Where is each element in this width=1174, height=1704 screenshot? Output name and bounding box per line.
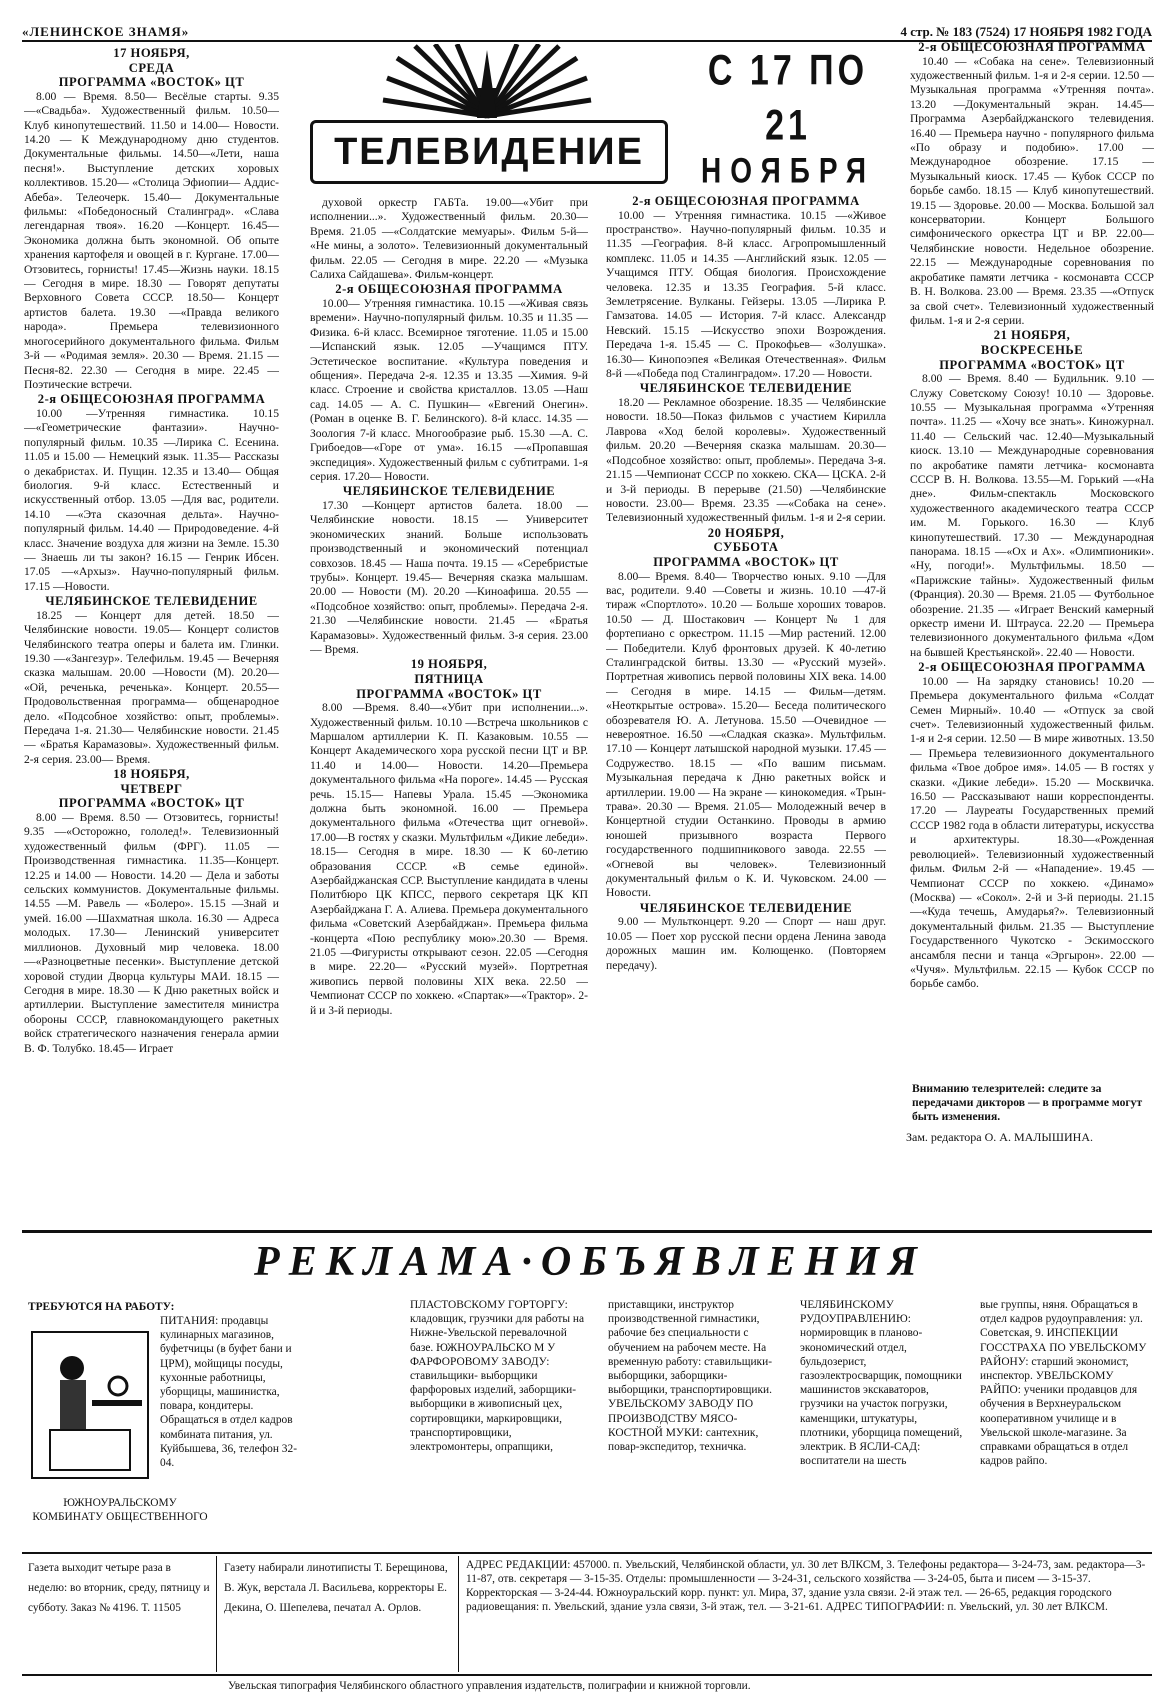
ad-insurance: вые группы, няня. Обращаться в отдел кадров рудоуправления: ул. Советская, 9. ИНСПЕКЦИИ ГОССТРАХА ПО УВЕЛЬСКОМУ РАЙОНУ: старший экономист, инспектор. УВЕЛЬСКОМУ РАЙПО: ученики продавцов для обучения в Верхнеуральском кооперативном училище и в Увельской школе-магазине. За справками обращаться в отдел кадров райпо. [980,1299,1147,1468]
dates-range: С 17 ПО 21 [707,46,869,150]
schedule-text: 9.00 — Мультконцерт. 9.20 — Спорт — наш друг. 10.05 — Поет хор русской песни ордена Ленина завода дорожных машин им. Колющенко. (Повторяем передачу). [606,915,886,972]
ad-catering-org: ЮЖНОУРАЛЬСКОМУ КОМБИНАТУ ОБЩЕСТВЕННОГО [32,1497,208,1524]
column-2 [310,196,588,1230]
bottom-rule [22,1674,1152,1676]
ads-title [28,1300,228,1314]
ads-title-text: ТРЕБУЮТСЯ НА РАБОТУ: [28,1301,175,1313]
schedule-text: 17.30 —Концерт артистов балета. 18.00 — Челябинские новости. 18.15 — Университет экономических знаний. Больше использовать производственный и экономический потенциал совхозов. 18.45 — Наша почта. 19.15 — «Серебристые трубы». Концерт. 19.45— Вечерняя сказка малышам. 20.00 — Новости (М). 20.20 —Киноафиша. 20.55 — «Подсобное хозяйство: опыт, проблемы». Передача 2-я. 21.30 —Челябинские новости. 21.45 — «Братья Карамазовы». Художественный фильм. 3-я серия. 23.00 — Время. [310,498,588,656]
middle-rule [22,1230,1152,1233]
newspaper-name: «ЛЕНИНСКОЕ ЗНАМЯ» [22,24,190,39]
viewers-notice: Вниманию телезрителей: следите за передачами дикторов — в программе могут быть изменения. [912,1082,1143,1123]
tv-title: ТЕЛЕВИДЕНИЕ [310,120,668,184]
footer-address: АДРЕС РЕДАКЦИИ: 457000. п. Увельский, Челябинской области, ул. 30 лет ВЛКСМ, 3. Телефоны редактора— 3-24-73, зам. редактора—3-11-87, отв. секретаря — 3-15-35. Отделы: промышленности — 3-24-31, сельского хозяйства — 3-24-05, быта и писем — 3-15-37. Корректорская — 3-24-44. Южноуральский корр. пункт: ул. Мира, 37, здание узла связи. 2-й этаж тел. — 26-65, редакция городского радиовещания: п. Увельский, здание узла связи, 3-й этаж, тел. — 3-21-61. АДРЕС ТИПОГРАФИИ: п. Увельский, ул. 30 лет ВЛКСМ. [466,1559,1146,1613]
footer-credits: Газету набирали линотиписты Т. Берещинова, В. Жук, верстала Л. Васильева, корректоры Е. Декина, О. Шепелева, печатал А. Орлов. [224,1562,448,1614]
schedule-text: духовой оркестр ГАБТа. 19.00—«Убит при исполнении...». Художественный фильм. 20.30— Время. 21.05 —«Солдатские мемуары». Фильм 5-й— «Не мины, а золото». Телевизионный документальный фильм. 22.05 — Сегодня в мире. 22.20 — «Музыка Салиха Сайдашева». Фильм-концерт. [310,196,588,282]
schedule-text: 10.00 — Утренняя гимнастика. 10.15 —«Живое пространство». Научно-популярный фильм. 10.35 и 11.35 —География. 8-й класс. Агропромышленный комплекс. 11.05 и 14.35 —Английский язык. 12.05 — Учащимся ПТУ. Общая биология. Происхождение человека. 12.35 и 13.35 География. 5-й класс. Землетрясение. Вулканы. Гейзеры. 13.05 —Лирика Р. Гамзатова. 14.05 — История. 7-й класс. Александр Невский. 15.15 —Искусство эпохи Возрождения. Передача 1-я. 15.45 — С. Прокофьев— «Золушка». 16.30— Кинопоэпея «Великая Отечественная». Фильм 8-й —«Победа под Сталинградом». 17.20 — Новости. [606,208,886,381]
printer-info: Увельская типография Челябинского областного управления издательств, полиграфии и книжной торговли. [228,1680,751,1692]
ad-meat-plant: приставщики, инструктор производственной гимнастики, рабочие без специальности с обучением на рабочем месте. На временную работу: ставильщики- выборщики, заборщики-выборщики, транспортировщики. УВЕЛЬСКОМУ ЗАВОДУ ПО ПРОИЗВОДСТВУ МЯСО-КОСТНОЙ МУКИ: сантехник, повар-экспедитор, техничка. [608,1299,772,1454]
ads-heading: РЕКЛАМА·ОБЪЯВЛЕНИЯ [254,1239,926,1285]
schedule-text: 10.00— Утренняя гимнастика. 10.15 —«Живая связь времени». Научно-популярный фильм. 10.35 и 11.35 — Физика. 6-й класс. Всемирное тяготение. 11.05 и 15.00 —Испанский язык. 12.05 —Учащимся ПТУ. Эстетическое воспитание. «Культура поведения и общения». Передача 2-я. 12.35 и 13.35 —Химия. 9-й класс. Строение и свойства кристаллов. 13.05 —Наш сад. 14.05 — А. С. Пушкин— «Евгений Онегин». (Роман в оценке В. Г. Белинского). 8-й класс. 14.35 —Зоология 7-й класс. Многообразие рыб. 15.30 —А. С. Грибоедов—«Горе от ума». 16.15 —«Пропавшая экспедиция». Художественный фильм с субтитрами. 1-я серия. 17.20— Новости. [310,297,588,483]
schedule-text: 8.00— Время. 8.40— Творчество юных. 9.10 —Для вас, родители. 9.40 —Советы и жизнь. 10.10 —47-й тираж «Спортлото». 10.20 — Больше хороших товаров. 10.50 — Д. Шостакович — Концерт № 1 для фортепиано с оркестром. 11.15 —Мир растений. 12.00— Победители. Клуб фронтовых друзей. К 40-летию Сталинградской битвы. 13.30 — «Русский музей». Портретная живопись первой половины XIX века. 14.00 — Сегодня в мире. 14.15 — Фильм—детям. «Неоткрытые острова». 15.20— Беседа политического обозревателя Ю. А. Летунова. 15.50 —Очевидное — невероятное. 16.50 —«Сладкая сказка». Мультфильм. 17.10 — Концерт латышской народной музыки. 17.45 — Содружество. 18.15 — «По вашим письмам. Музыкальная передача к Дню ракетных войск и артиллерии. 19.00 — На экране — кинокомедия. «Трын-трава». 20.30 — Время. 21.05— Молодежный вечер в Концертной студии Останкино. Проводы в армию юношей призывного возраста Первого государственного подшипникового завода. 22.55 — «Огневой вы человек». Телевизионный документальный фильм о К. И. Чуковском. 24.00 — Новости. [606,569,886,900]
footer-divider-2 [458,1556,459,1672]
editor-signature: Зам. редактора О. А. МАЛЫШИНА. [906,1130,1093,1144]
schedule-text: 10.00 —Утренняя гимнастика. 10.15 —«Геометрические фантазии». Научно-популярный фильм. 10.35 —Лирика С. Есенина. 11.05 и 15.00 — Немецкий язык. 11.35— Рассказы о декабристах. И. Пущин. 12.35 и 13.40— Общая биология. 9-й класс. Естественный и искусственный отбор. 13.05 —Для вас, родители. 14.10 —«Эта сказочная дельта». Научно-популярный фильм. 14.40 — Природоведение. 4-й класс. Значение воздуха для жизни на Земле. 15.30 — Знаешь ли ты закон? 16.15 — Генрик Ибсен. 17.05 —«Архыз». Научно-популярный фильм. 17.15 —Новости. [24,406,279,593]
cook-illustration-icon [30,1330,150,1480]
column-1 [24,46,279,1246]
section-heading: 2-я ОБЩЕСОЮЗНАЯ ПРОГРАММА [335,282,563,297]
schedule-text: 18.20 — Рекламное обозрение. 18.35 — Челябинские новости. 18.50—Показ фильмов с участием Кирилла Лаврова «Ход белой королевы». Художественный фильм. 20.20 —Вечерняя сказка малышам. 20.30— «Подсобное хозяйство: опыт, проблемы». Передача 3-я. 21.15 —Чемпионат СССР по хоккею. СКА— ЦСКА. 2-й и 3-й периоды. В перерыве (21.50) —Челябинские новости. 23.00— Время. 23.35 —«Собака на сене». Телевизионный художественный фильм. 1-я и 2-я серии. [606,396,886,525]
section-heading: ЧЕЛЯБИНСКОЕ ТЕЛЕВИДЕНИЕ [45,594,258,609]
masthead [22,22,1152,42]
schedule-text: 18.25 — Концерт для детей. 18.50 — Челябинские новости. 19.05— Концерт солистов Челябинского театра оперы и балета им. Глинки. 19.30 —«Зангезур». Телефильм. 19.45 — Вечерняя сказка малышам. 20.00 —Новости (М). 20.20— «Ой, реченька, реченька». Концерт. 20.55— Продовольственная программа— общенародное дело. «Подсобное хозяйство: опыт, проблемы». Передача 1-я. 21.30— Челябинские новости. 21.45 — «Братья Карамазовы». Художественный фильм. 2-я серия. 23.00— Время. [24,608,279,766]
section-heading: 21 НОЯБРЯ, ВОСКРЕСЕНЬЕ ПРОГРАММА «ВОСТОК» ЦТ [939,328,1125,372]
section-heading: 20 НОЯБРЯ, СУББОТА ПРОГРАММА «ВОСТОК» ЦТ [653,525,839,569]
footer-divider-1 [216,1556,217,1672]
column-4 [910,40,1154,1080]
column-3 [606,194,886,1230]
schedule-text: 8.00 — Время. 8.40 — Будильник. 9.10 — Служу Советскому Союзу! 10.10 — Здоровье. 10.55 — Музыкальная программа «Утренняя почта». 11.25 — «Хочу все знать». Киножурнал. 11.40 — Сельский час. 12.40—Музыкальный киоск. 13.10 — Международные соревнования по акробатике памяти летчика- космонавта СССР В. Н. Волкова. 13.55—М. Горький —«На дне». Фильм-спектакль Московского художественного академического театра СССР им. М. Горького. 16.30 — Клуб кинопутешествий. 17.30 — Международная панорама. 18.15 —«Ох и Ах». «Олимпионики». «Ну, погоди!». Мультфильмы. 18.50 — «Парижские тайны». Художественный фильм (Франция). 20.30 — Время. 21.05 — Футбольное обозрение. 21.35 — «Играет Венский камерный оркестр имени И. Штрауса. 22.20 — Премьера телевизионного документального фильма «Дом на бывшей Крестьянской». 22.40 — Новости. [910,372,1154,659]
schedule-dates [686,46,890,190]
ad-catering: ПИТАНИЯ: продавцы кулинарных магазинов, буфетчицы (в буфет бани и ЦРМ), мойщицы посуды, кухонные работницы, уборщицы, машинистка, повара, кондитеры. Обращаться в отдел кадров комбината питания, ул. Куйбышева, 36, телефон 32-04. [160,1315,297,1470]
footer-frequency: Газета выходит четыре раза в неделю: во вторник, среду, пятницу и субботу. Заказ № 4196. Т. 11505 [28,1562,210,1614]
dates-month: НОЯБРЯ [701,151,875,190]
ad-mine: ЧЕЛЯБИНСКОМУ РУДОУПРАВЛЕНИЮ: нормировщик в планово- экономический отдел, бульдозерист, газоэлектросварщик, помощники машинистов экскаваторов, грузчики на участок погрузки, каменщики, штукатуры, плотники, уборщица помещений, электрик. В ЯСЛИ-САД: воспитатели на шесть [800,1299,963,1468]
section-heading: ЧЕЛЯБИНСКОЕ ТЕЛЕВИДЕНИЕ [342,484,556,499]
ad-gortorg: ПЛАСТОВСКОМУ ГОРТОРГУ: кладовщик, грузчики для работы на Нижне-Увельской перевалочной базе. ЮЖНОУРАЛЬСКО М У ФАРФОРОВОМУ ЗАВОДУ: ставильщики- выборщики фарфоровых изделий, заборщики- выборщики в живописный цех, сортировщики, маркировщики, транспортировщики, электромонтеры, опрапщики, [410,1299,585,1454]
issue-info: 4 стр. № 183 (7524) 17 НОЯБРЯ 1982 ГОДА [900,24,1152,39]
schedule-text: 8.00 —Время. 8.40—«Убит при исполнении...». Художественный фильм. 10.10 —Встреча школьников с Маршалом артиллерии К. П. Казаковым. 10.55 —Концерт Академического хора русской песни ЦТ и ВР. 11.40 и 14.00— Новости. 14.20—Премьера документального фильма «На пороге». 14.45 — Русская речь. 15.15— Напевы Урала. 15.45 —Экономика должна быть экономной. 16.00 — Премьера документального фильма «Отечества щит огневой». 17.00—В гостях у сказки. Мультфильм «Дикие лебеди». 18.15— Сегодня в мире. 18.30 — К 60-летию образования СССР. «В семье единой». Азербайджанская ССР. Выступление кандидата в члены Политбюро ЦК КПСС, первого секретаря ЦК КП Азербайджана Г. А. Алиева. Премьера документального фильма «Советский Азербайджан». Премьера фильма -концерта «Пою республику мою».20.30 — Время. 21.05 —Фигуристы открывают сезон. 22.05 —Сегодня в мире. 22.20— «Русский музей». Портретная живопись первой половины XIX века. 22.50 — Чемпионат СССР по хоккею. «Спартак»—«Трактор». 2-й и 3-й периоды. [310,701,588,1017]
section-heading: ЧЕЛЯБИНСКОЕ ТЕЛЕВИДЕНИЕ [639,381,853,396]
section-heading: 2-я ОБЩЕСОЮЗНАЯ ПРОГРАММА [918,40,1146,54]
schedule-text: 8.00 — Время. 8.50— Весёлые старты. 9.35 —«Свадьба». Художественный фильм. 10.50— Клуб кинопутешествий. 11.50 и 14.00— Новости. 14.20 — К Международному дню студентов. Документальные фильмы. 14.50—«Лети, наша песня!». Выступление детских хоровых коллективов. 15.20— «Столица Эфиопии— Аддис-Абеба». Телеочерк. 15.40— Документальные фильмы: «Победоносный Сталинград». «Слава легендарная твоя». 16.20 —Концерт. 16.45— Экономика должна быть экономной. Об опыте хранения картофеля и овощей в г. Кургане. 17.00— Отзовитесь, горнисты! 17.45—Жизнь науки. 18.15 — Сегодня в мире. 18.30 — Говорят депутаты Верховного Совета СССР. 18.50— Концерт артистов балета. 19.30 —«Правда великого народа». Премьера телевизионного многосерийного документального фильма. Фильм 3-й — «Родимая земля». 20.30 — Время. 21.15 — Песня-82. 22.30 — Сегодня в мире. 22.45 — Поэтические встречи. [24,89,279,391]
tv-logo [305,44,670,190]
section-heading: 2-я ОБЩЕСОЮЗНАЯ ПРОГРАММА [37,392,266,407]
footer-rule [22,1552,1152,1554]
section-heading: 2-я ОБЩЕСОЮЗНАЯ ПРОГРАММА [632,194,860,208]
section-heading: 19 НОЯБРЯ, ПЯТНИЦА ПРОГРАММА «ВОСТОК» ЦТ [356,657,542,701]
section-heading: ЧЕЛЯБИНСКОЕ ТЕЛЕВИДЕНИЕ [639,900,853,915]
schedule-text: 10.00 — На зарядку становись! 10.20 — Премьера документального фильма «Солдат Семен Мирный». 10.40 — «Отпуск за свой счет». Телевизионный художественный фильм. 1-я и 2-я серии. 12.50 — В мире животных. 13.50 — Премьера телевизионного документального фильма «Твое доброе имя». 14.05 — В гостях у сказки. «Дикие лебеди». 15.20 — Москвичка. 16.50 — Рассказывают наши корреспонденты. 17.20 — Лауреаты Государственных премий СССР 1982 года в области литературы, искусства и архитектуры. 18.30—«Рожденная революцией». Телевизионный художественный фильм. Фильм 2-й — «Нападение». 19.45 — Чемпионат СССР по хоккею. «Динамо» (Москва) — «Сокол». 2-й и 3-й периоды. 21.15—«Куда течешь, Амударья?». Телевизионный документальный фильм. 21.35 — Выступление Государственного Чукотско - Эскимосского ансамбля песни и танца «Эргырон». 22.00 — «Чучя». Мультфильм. 22.15 — Кубок СССР по борьбе самбо. [910,674,1154,991]
schedule-text: 10.40 — «Собака на сене». Телевизионный художественный фильм. 1-я и 2-я серии. 12.50 — Музыкальная программа «Утренняя почта». 13.20 —Документальный экран. 14.45—Программа Азербайджанского телевидения. 16.40 — Премьера научно - популярного фильма «По образу и подобию». 17.00 — Международное обозрение. 17.15 — Музыкальный киоск. 17.45 — Кубок СССР по борьбе самбо. 18.15 — Клуб кинопутешествий. 19.15 — Здоровье. 20.00 — Москва. Большой зал консерватории. Концерт Большого симфонического оркестра ЦТ и ВР. 22.00—Челябинские новости. Недельное обозрение. 22.15 — Международные соревнования по акробатике памяти летчика - космонавта СССР В. Н. Волкова. 23.00 — Время. 23.35 —«Отпуск за свой счет». Телевизионный художественный фильм. 1-я и 2-я серии. [910,54,1154,327]
section-heading: 17 НОЯБРЯ, СРЕДА ПРОГРАММА «ВОСТОК» ЦТ [58,46,245,90]
section-heading: 2-я ОБЩЕСОЮЗНАЯ ПРОГРАММА [918,660,1146,675]
schedule-text: 8.00 — Время. 8.50 — Отзовитесь, горнисты! 9.35 —«Осторожно, гололед!». Телевизионный художественный фильм (ФРГ). 11.05 — Производственная гимнастика. 11.35—Концерт. 12.25 и 14.00 — Новости. 14.20 — Дела и заботы сельских коммунистов. Документальные фильмы. 14.55 —М. Равель — «Болеро». 15.15 —Знай и умей. 16.00 —Шахматная школа. 16.30 — Адреса молодых. 17.30— Ленинский университет миллионов. Духовный мир человека. 18.00 —«Разноцветные песенки». Выступление детской хоровой студии Дворца культуры МАИ. 18.15 —Сегодня в мире. 18.30 — К Дню ракетных войск и артиллерии. Выступление заместителя министра обороны СССР, главнокомандующего ракетных войск стратегического назначения генерала армии В. Ф. Толубко. 18.45— Играет [24,811,279,1055]
section-heading: 18 НОЯБРЯ, ЧЕТВЕРГ ПРОГРАММА «ВОСТОК» ЦТ [58,767,245,811]
